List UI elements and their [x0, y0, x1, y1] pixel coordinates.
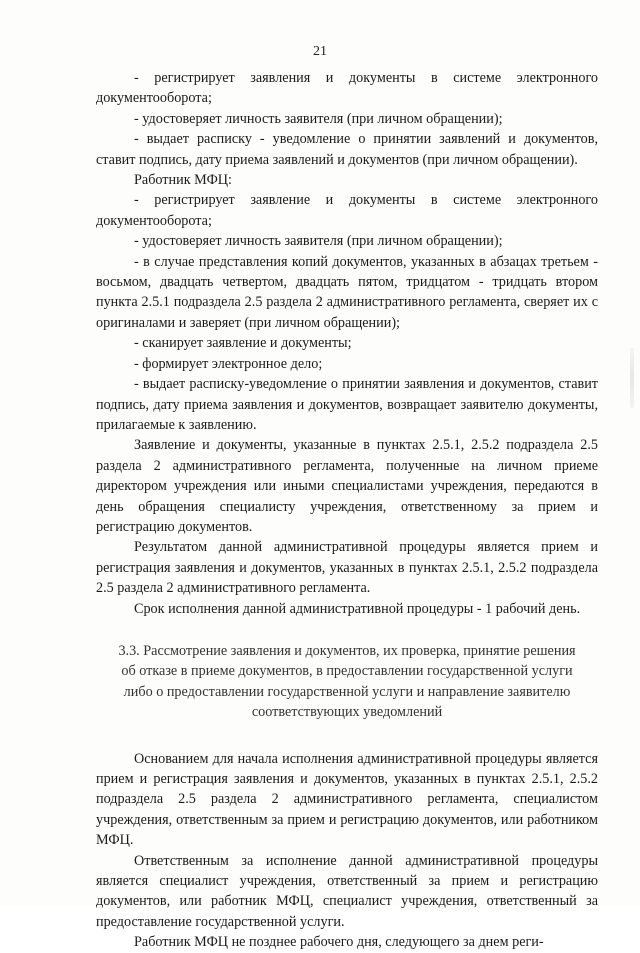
paragraph: - удостоверяет личность заявителя (при личном обращении);	[134, 110, 503, 127]
page-number: 21	[313, 44, 327, 59]
paragraph: Ответственным за исполнение данной административной процедуры является специалист учреждения, ответственный за прием и регистрацию документов, или работник МФЦ, специалист учреждения, ответственный за предоставление государственной услуги.	[96, 852, 598, 930]
paragraph: - регистрирует заявления и документы в системе электронного документооборота;	[96, 70, 598, 107]
paragraph: Работник МФЦ:	[134, 172, 232, 189]
paragraph: - сканирует заявление и документы;	[134, 335, 352, 352]
section-heading: 3.3. Рассмотрение заявления и документов, их проверка, принятие решения об отказе в приеме документов, в предоставлении государственной услуги либо о предоставлении государственной услуги и направление заявителю соответствующих уведомлений	[118, 642, 576, 721]
page-body	[96, 68, 598, 953]
paragraph: Работник МФЦ не позднее рабочего дня, следующего за днем реги-	[134, 934, 544, 951]
paragraph: - формирует электронное дело;	[134, 355, 323, 372]
paragraph: Срок исполнения данной административной процедуры - 1 рабочий день.	[134, 600, 581, 617]
scan-artifact	[630, 348, 634, 408]
paragraph: - удостоверяет личность заявителя (при личном обращении);	[134, 233, 503, 250]
paragraph: Результатом данной административной процедуры является прием и регистрация заявления и документов, указанных в пунктах 2.5.1, 2.5.2 подраздела 2.5 раздела 2 административного регламента.	[96, 539, 598, 597]
paragraph: - выдает расписку-уведомление о принятии заявления и документов, ставит подпись, дату приема заявления и документов, возвращает заявителю документы, прилагаемые к заявлению.	[96, 376, 598, 433]
paragraph: - регистрирует заявление и документы в системе электронного документооборота;	[96, 192, 598, 229]
paragraph: Заявление и документы, указанные в пунктах 2.5.1, 2.5.2 подраздела 2.5 раздела 2 административного регламента, полученные на личном приеме директором учреждения или иными специалистами учреждения, передаются в день обращения специалисту учреждения, ответственному за прием и регистрацию документов.	[96, 437, 598, 535]
paragraph: Основанием для начала исполнения административной процедуры является прием и регистрация заявления и документов, указанных в пунктах 2.5.1, 2.5.2 подраздела 2.5 раздела 2 административного регламента, специалистом учреждения, ответственным за прием и регистрацию документов, или работником МФЦ.	[96, 750, 598, 849]
paragraph: - выдает расписку - уведомление о принятии заявлений и документов, ставит подпись, дату приема заявлений и документов (при личном обращении).	[96, 131, 598, 168]
paragraph: - в случае представления копий документов, указанных в абзацах третьем - восьмом, двадцать четвертом, двадцать пятом, тридцатом - тридцать втором пункта 2.5.1 подраздела 2.5 раздела 2 административного регламента, сверяет их с оригиналами и заверяет (при личном обращении);	[96, 253, 598, 331]
